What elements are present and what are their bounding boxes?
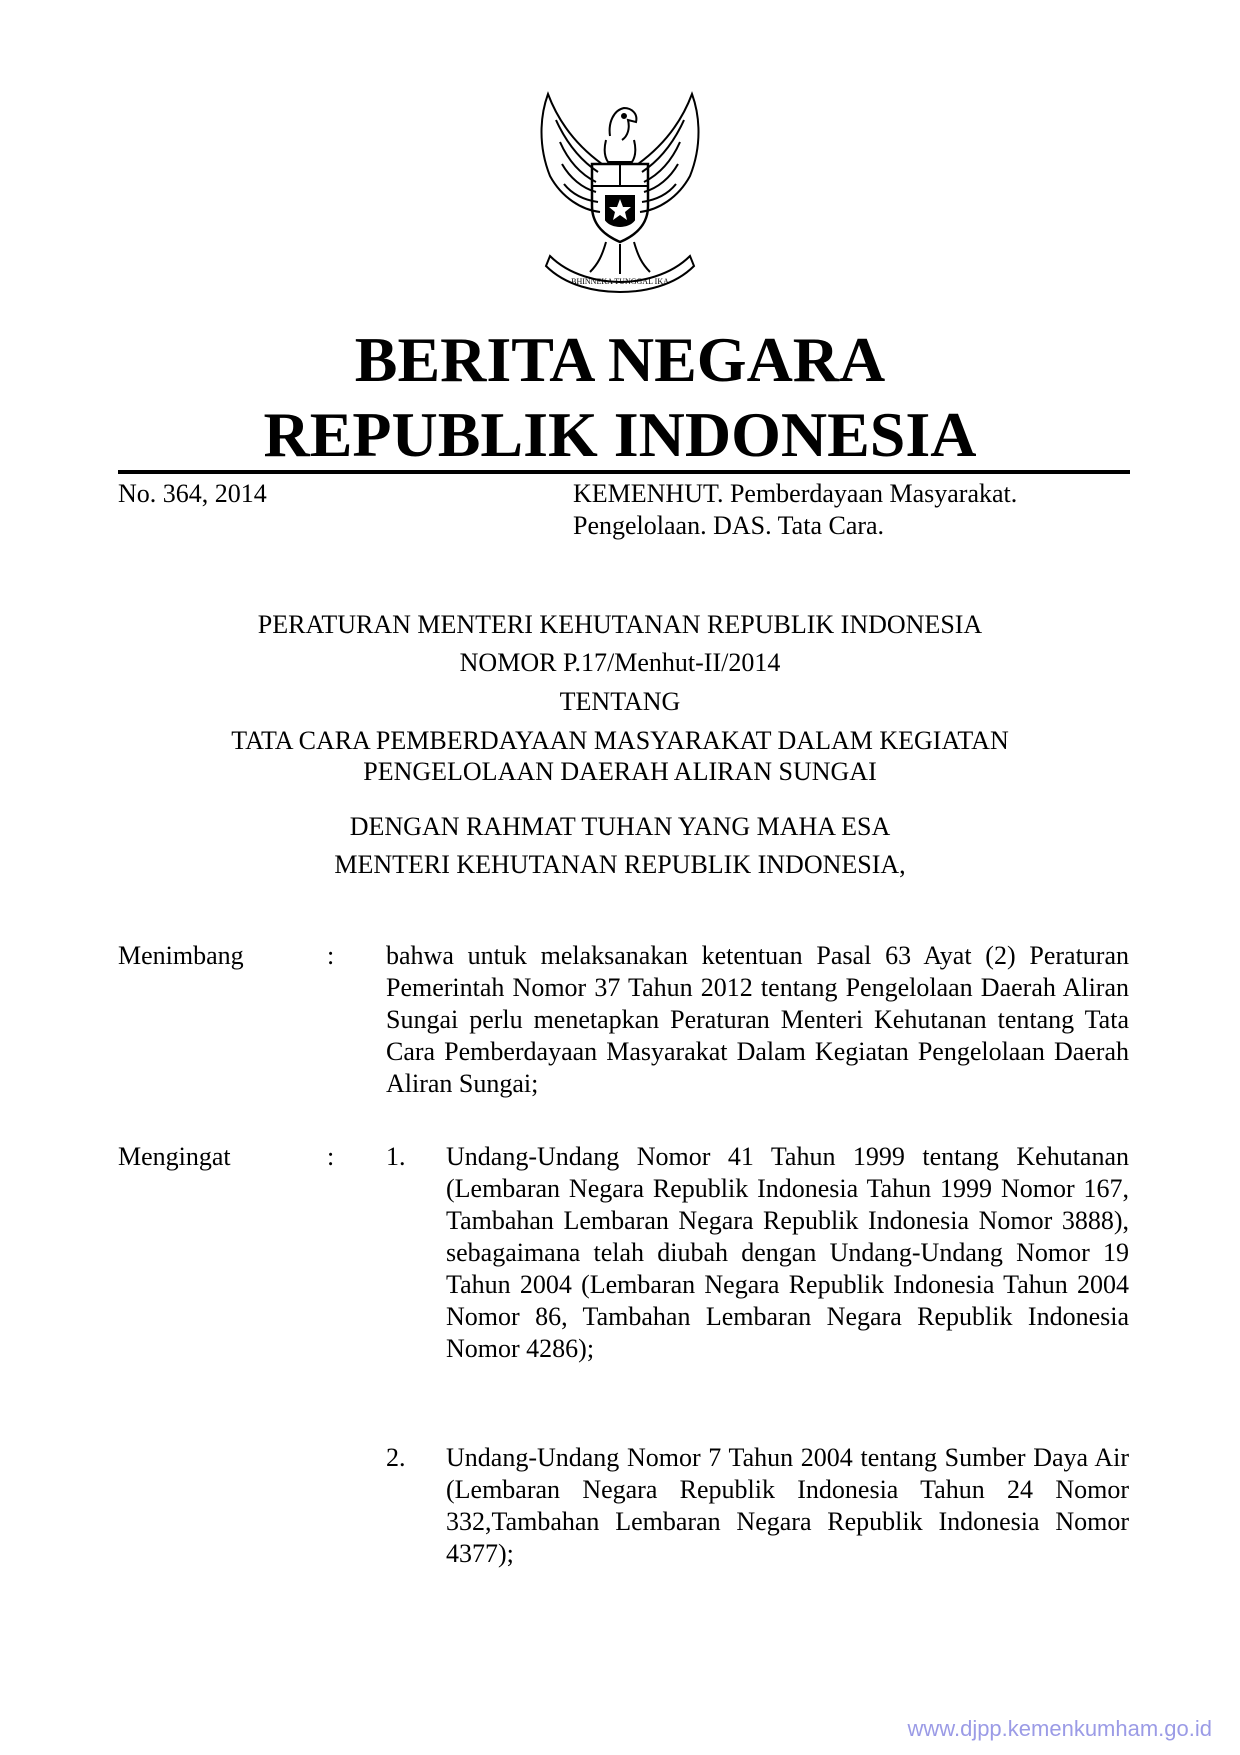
- mengingat-item-1-text: Undang-Undang Nomor 41 Tahun 1999 tentang Kehutanan (Lembaran Negara Republik Indonesia Tahun 1999 Nomor 167, Tambahan Lembaran Negara Republik Indonesia Nomor 3888), sebagaimana telah diubah dengan Undang-Undang Nomor 19 Tahun 2004 (Lembaran Negara Republik Indonesia Tahun 2004 Nomor 86, Tambahan Lembaran Negara Republik Indonesia Nomor 4286);: [446, 1142, 1129, 1363]
- subject-line-2: Pengelolaan. DAS. Tata Cara.: [573, 511, 885, 540]
- subject-line-1: KEMENHUT. Pemberdayaan Masyarakat.: [573, 479, 1018, 508]
- masthead-divider: [118, 470, 1130, 474]
- regulation-title: PERATURAN MENTERI KEHUTANAN REPUBLIK INDONESIA: [257, 610, 983, 639]
- menimbang-label: Menimbang: [118, 941, 244, 970]
- mengingat-colon: :: [327, 1142, 335, 1171]
- mengingat-item-2-text: Undang-Undang Nomor 7 Tahun 2004 tentang Sumber Daya Air (Lembaran Negara Republik Indonesia Tahun 24 Nomor 332,Tambahan Lembaran Negara Republik Indonesia Nomor 4377);: [446, 1443, 1129, 1568]
- regulation-number: NOMOR P.17/Menhut-II/2014: [459, 648, 781, 677]
- gazette-number: No. 364, 2014: [118, 479, 267, 508]
- mengingat-item-1-number: 1.: [386, 1142, 406, 1171]
- masthead-title: BERITA NEGARA: [354, 324, 886, 395]
- footer-website-link[interactable]: www.djpp.kemenkumham.go.id: [907, 1716, 1212, 1741]
- masthead-subtitle: REPUBLIK INDONESIA: [263, 399, 977, 470]
- regulation-subject-line-2: PENGELOLAAN DAERAH ALIRAN SUNGAI: [363, 757, 877, 786]
- preamble-line-1: DENGAN RAHMAT TUHAN YANG MAHA ESA: [349, 812, 891, 841]
- regulation-about: TENTANG: [559, 687, 681, 716]
- emblem-motto: BHINNEKA TUNGGAL IKA: [571, 277, 669, 286]
- mengingat-label: Mengingat: [118, 1142, 231, 1171]
- regulation-subject-line-1: TATA CARA PEMBERDAYAAN MASYARAKAT DALAM KEGIATAN: [231, 726, 1009, 755]
- gazette-subject: [573, 478, 1133, 542]
- preamble-line-2: MENTERI KEHUTANAN REPUBLIK INDONESIA,: [334, 850, 906, 879]
- menimbang-colon: :: [327, 941, 335, 970]
- menimbang-text: bahwa untuk melaksanakan ketentuan Pasal 63 Ayat (2) Peraturan Pemerintah Nomor 37 Tahun 2012 tentang Pengelolaan Daerah Aliran Sungai perlu menetapkan Peraturan Menteri Kehutanan tentang Tata Cara Pemberdayaan Masyarakat Dalam Kegiatan Pengelolaan Daerah Aliran Sungai;: [386, 941, 1129, 1098]
- mengingat-item-2-number: 2.: [386, 1443, 406, 1472]
- garuda-emblem-icon: [510, 86, 730, 296]
